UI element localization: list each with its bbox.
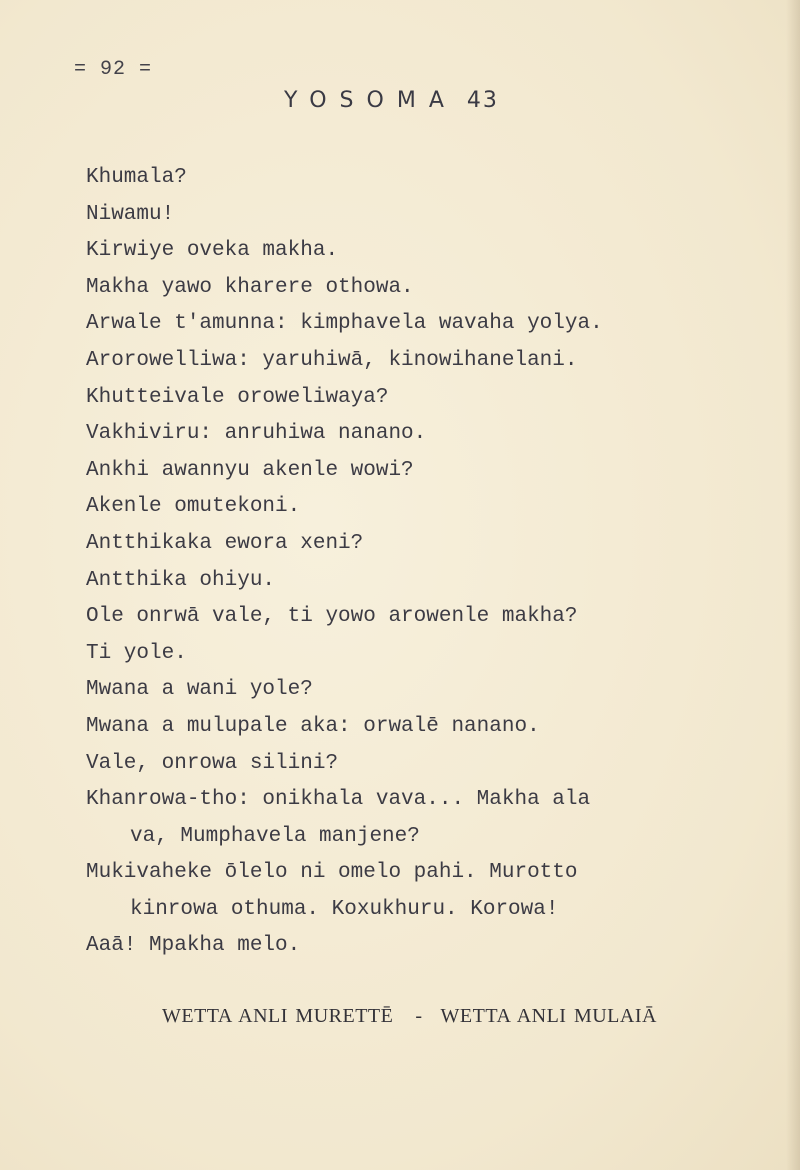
running-head-number: 43 [466, 88, 499, 113]
text-line: Khutteivale oroweliwaya? [86, 385, 389, 409]
text-body [86, 160, 776, 965]
text-line: Antthikaka ewora xeni? [86, 531, 364, 555]
text-line: Vale, onrowa silini? [86, 751, 339, 775]
text-line: Mukivaheke ōlelo ni omelo pahi. Murotto [86, 861, 578, 885]
text-line: Kirwiye oveka makha. [86, 239, 339, 263]
text-line: Ti yole. [86, 641, 187, 665]
text-line: Ankhi awannyu akenle wowi? [86, 458, 414, 482]
text-line: Vakhiviru: anruhiwa nanano. [86, 422, 427, 446]
text-line: Niwamu! [86, 202, 175, 226]
footer-separator: - [415, 1005, 423, 1027]
text-line: va, Mumphavela manjene? [130, 824, 420, 848]
running-head [284, 88, 499, 113]
page-edge-shadow [786, 0, 800, 1170]
text-line: kinrowa othuma. Koxukhuru. Korowa! [130, 897, 559, 921]
page-number: = 92 = [74, 58, 153, 81]
text-line: Aaā! Mpakha melo. [86, 934, 301, 958]
text-line: Mwana a wani yole? [86, 678, 313, 702]
text-line: Arwale t'amunna: kimphavela wavaha yolya. [86, 312, 603, 336]
text-line: Mwana a mulupale aka: orwalē nanano. [86, 714, 540, 738]
running-head-title: YOSOMA [284, 88, 457, 113]
text-line: Antthika ohiyu. [86, 568, 276, 592]
text-line: Ole onrwā vale, ti yowo arowenle makha? [86, 605, 578, 629]
footer-right-text: WETTA ANLI MULAIĀ [440, 1005, 657, 1027]
text-line: Akenle omutekoni. [86, 495, 301, 519]
text-line: Khumala? [86, 166, 187, 189]
footer-left-text: WETTA ANLI MURETTĒ [162, 1005, 394, 1027]
text-line: Makha yawo kharere othowa. [86, 275, 414, 299]
text-line: Arorowelliwa: yaruhiwā, kinowihanelani. [86, 348, 578, 372]
footer-line [162, 1005, 657, 1028]
text-line: Khanrowa-tho: onikhala vava... Makha ala [86, 788, 591, 812]
